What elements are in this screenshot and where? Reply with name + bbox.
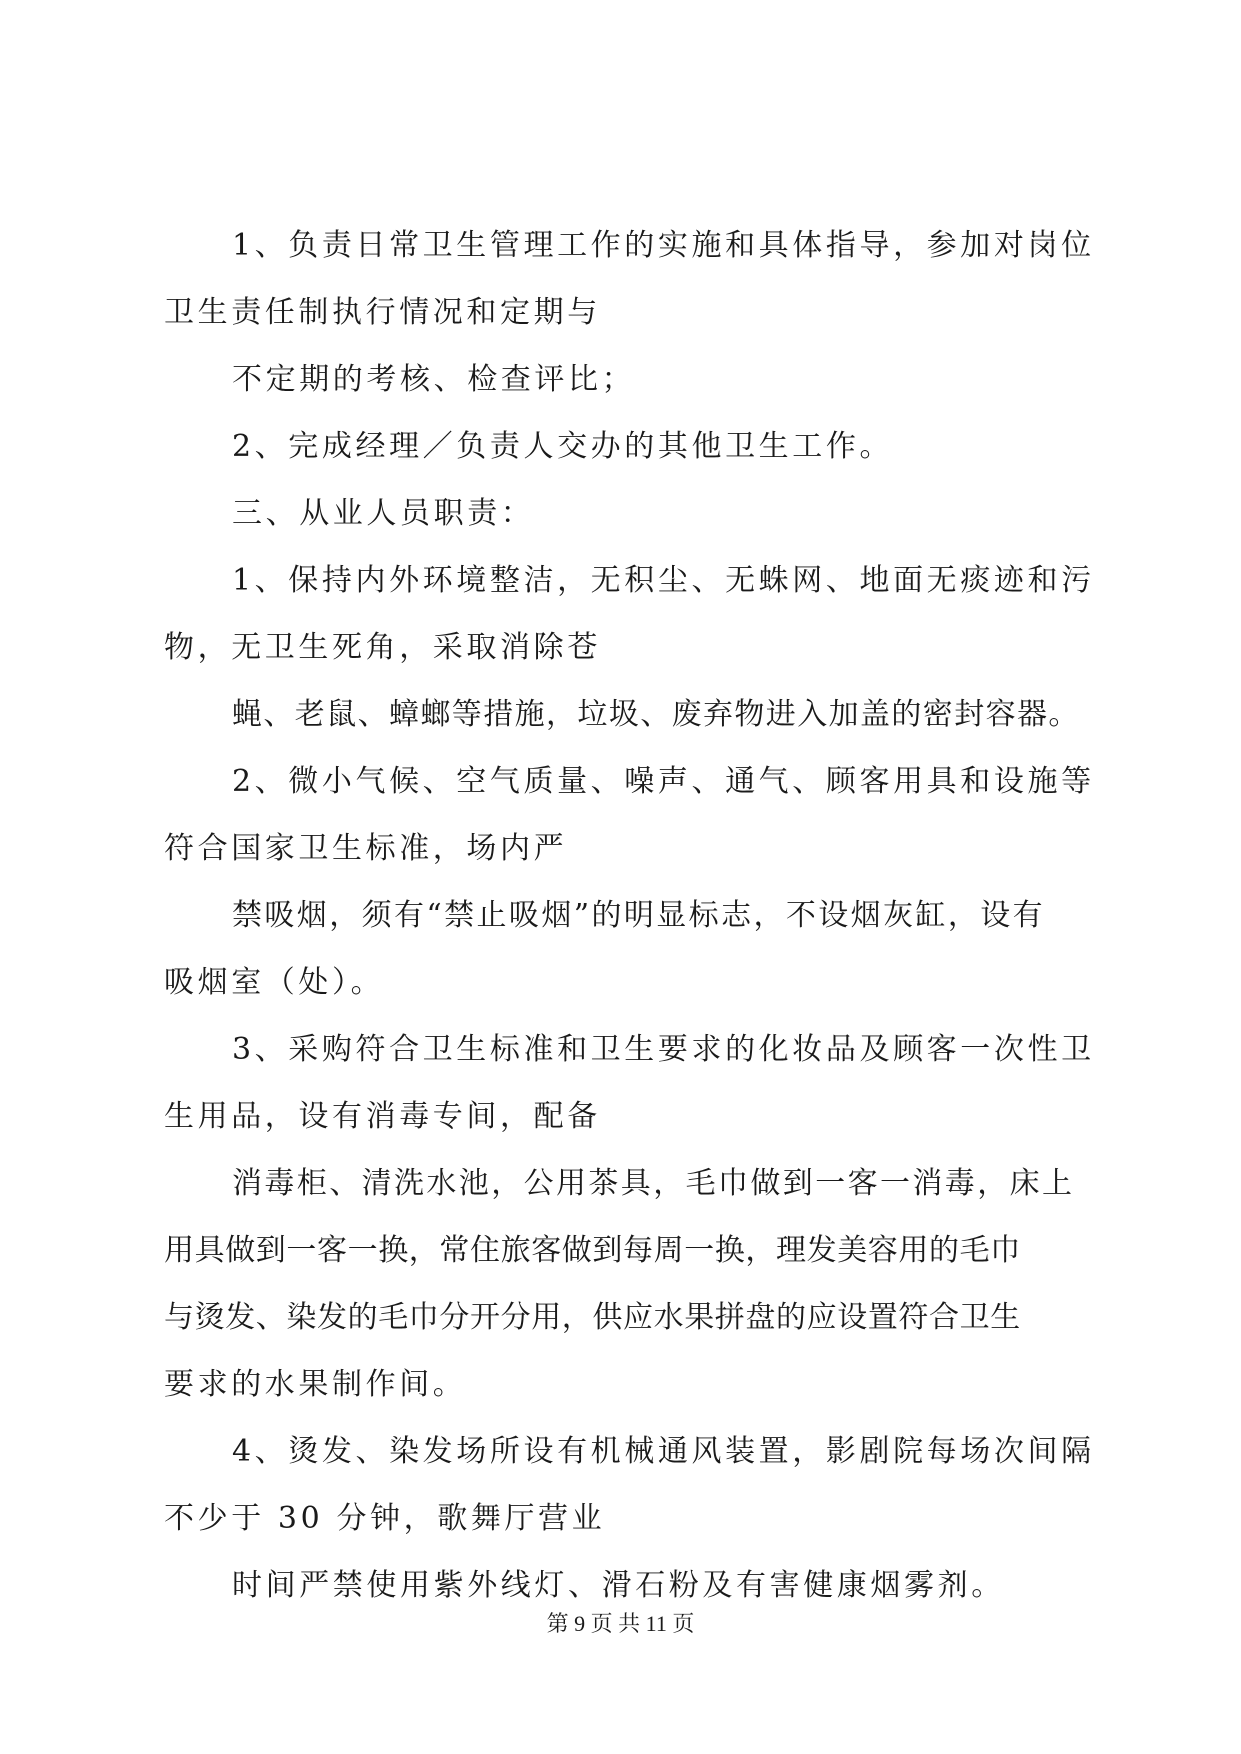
paragraph-line: 时间严禁使用紫外线灯、滑石粉及有害健康烟雾剂。: [232, 1568, 1005, 1603]
page-number-footer: 第 9 页 共 11 页: [546, 1611, 695, 1636]
paragraph-line: 物，无卫生死角，采取消除苍: [164, 630, 601, 665]
section-heading: 三、从业人员职责：: [232, 496, 535, 531]
paragraph-line: 卫生责任制执行情况和定期与: [164, 295, 601, 330]
paragraph-line: 符合国家卫生标准，场内严: [164, 831, 568, 866]
document-body: [164, 226, 1095, 1633]
paragraph-line: 3、采购符合卫生标准和卫生要求的化妆品及顾客一次性卫: [232, 1032, 1095, 1067]
paragraph-line: 不定期的考核、检查评比；: [232, 362, 636, 397]
paragraph-line: 吸烟室（处）。: [164, 965, 385, 1000]
paragraph-line: 2、完成经理／负责人交办的其他卫生工作。: [232, 429, 894, 464]
paragraph-line: 4、烫发、染发场所设有机械通风装置，影剧院每场次间隔: [232, 1434, 1095, 1469]
paragraph-line: 1、保持内外环境整洁，无积尘、无蛛网、地面无痰迹和污: [232, 563, 1095, 598]
paragraph-line: 用具做到一客一换，常住旅客做到每周一换，理发美容用的毛巾: [164, 1233, 1021, 1268]
paragraph-line: 2、微小气候、空气质量、噪声、通气、顾客用具和设施等: [232, 764, 1095, 799]
paragraph-line: 与烫发、染发的毛巾分开分用，供应水果拼盘的应设置符合卫生: [164, 1300, 1021, 1335]
paragraph-line: 不少于 30 分钟，歌舞厅营业: [164, 1501, 606, 1536]
paragraph-line: 禁吸烟，须有“禁止吸烟”的明显标志，不设烟灰缸，设有: [232, 898, 1046, 933]
paragraph-line: 消毒柜、清洗水池，公用茶具，毛巾做到一客一消毒，床上: [232, 1166, 1075, 1201]
paragraph-line: 生用品，设有消毒专间，配备: [164, 1099, 601, 1134]
paragraph-line: 蝇、老鼠、蟑螂等措施，垃圾、废弃物进入加盖的密封容器。: [232, 697, 1080, 732]
paragraph-line: 1、负责日常卫生管理工作的实施和具体指导，参加对岗位: [232, 228, 1095, 263]
paragraph-line: 要求的水果制作间。: [164, 1367, 467, 1402]
